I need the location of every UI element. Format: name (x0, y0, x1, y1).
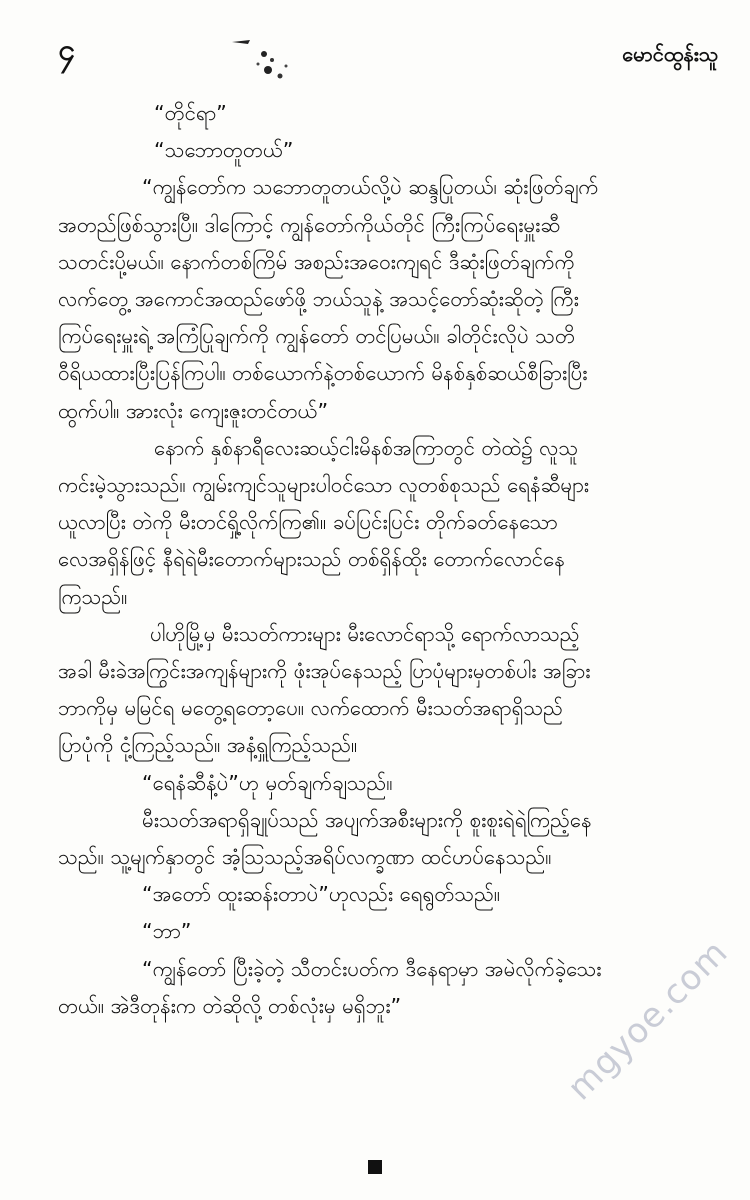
paragraph-line: အတည်ဖြစ်သွားပြီ။ ဒါကြောင့် ကျွန်တော်ကိုယ်တိုင် ကြီးကြပ်ရေးမှူးဆီ (58, 212, 561, 237)
paragraph-line: လေအရှိန်ဖြင့် နီရဲရဲမီးတောက်များသည် တစ်ရှိန်ထိုး တောက်လောင်နေ (58, 547, 565, 572)
paragraph-line: သတင်းပို့မယ်။ နောက်တစ်ကြိမ် အစည်းအဝေးကျရင် ဒီဆုံးဖြတ်ချက်ကို (58, 249, 575, 274)
dialogue-line: “တိုင်ရာ” (154, 101, 227, 125)
paragraph-line: ယူလာပြီး တဲကို မီးတင်ရှို့လိုက်ကြ၏။ ခပ်ပြင်းပြင်း တိုက်ခတ်နေသော (58, 510, 558, 535)
paragraph-line: ကြပ်ရေးမှူးရဲ့ အကြံပြုချက်ကို ကျွန်တော် တင်ပြမယ်။ ခါတိုင်းလိုပဲ သတိ (58, 324, 575, 349)
paragraph-line: နောက် နှစ်နာရီလေးဆယ့်ငါးမိနစ်အကြာတွင် တဲထဲ၌ လူသူ (154, 435, 579, 460)
paragraph-line: “ကျွန်တော်က သဘောတူတယ်လို့ပဲ ဆန္ဒပြုတယ်၊ ဆုံးဖြတ်ချက် (142, 175, 599, 200)
dialogue-line: “ရေနံဆီနံ့ပဲ”ဟု မှတ်ချက်ချသည်။ (142, 770, 393, 795)
paragraph-line: သည်။ သူ့မျက်နှာတွင် အံ့သြသည့်အရိပ်လက္ခဏာ ထင်ဟပ်နေသည်။ (58, 845, 552, 870)
paragraph-line: ပြာပုံကို ငုံ့ကြည့်သည်။ အနံ့ရှူကြည့်သည်။ (58, 733, 358, 758)
dialogue-line: “အတော် ထူးဆန်းတာပဲ”ဟုလည်း ရေရွတ်သည်။ (142, 882, 501, 907)
end-marker-icon (368, 1160, 382, 1174)
paragraph-line: ဘာကိုမှ မမြင်ရ မတွေ့ရတော့ပေ။ လက်ထောက် မီးသတ်အရာရှိသည် (58, 696, 563, 721)
paragraph-line: ကြသည်။ (58, 584, 128, 609)
watermark: mgyoe.com (560, 932, 737, 1109)
paragraph-line: အခါ မီးခဲအကြွင်းအကျန်များကို ဖုံးအုပ်နေသည့် ပြာပုံများမှတစ်ပါး အခြား (58, 659, 591, 684)
ink-smudge-icon (228, 36, 298, 86)
paragraph-line: မီးသတ်အရာရှိချုပ်သည် အပျက်အစီးများကို စူးစူးရဲရဲကြည့်နေ (142, 807, 592, 832)
paragraph-line: ပါဟိုမြို့မှ မီးသတ်ကားများ မီးလောင်ရာသို့ ရောက်လာသည့် (150, 621, 580, 646)
paragraph-line: ထွက်ပါ။ အားလုံး ကျေးဇူးတင်တယ်” (58, 398, 329, 423)
page-body (58, 95, 726, 1025)
page-number: ၄ (58, 33, 75, 68)
paragraph-line: တယ်။ အဲဒီတုန်းက တဲဆိုလို့ တစ်လုံးမှ မရှိဘူး” (58, 993, 402, 1018)
paragraph-line: လက်တွေ့ အကောင်အထည်ဖော်ဖို့ ဘယ်သူနဲ့ အသင့်တော်ဆုံးဆိုတဲ့ ကြီး (58, 287, 579, 312)
dialogue-line: “ကျွန်တော် ပြီးခဲ့တဲ့ သီတင်းပတ်က ဒီနေရာမှာ အမဲလိုက်ခဲ့သေး (142, 956, 602, 981)
book-title: မောင်ထွန်းသူ (622, 42, 718, 66)
dialogue-line: “ဘာ” (142, 919, 192, 944)
paragraph-line: ကင်းမဲ့သွားသည်။ ကျွမ်းကျင်သူများပါဝင်သော လူတစ်စုသည် ရေနံဆီများ (58, 473, 589, 498)
dialogue-line: “သဘောတူတယ်” (154, 138, 294, 163)
paragraph-line: ဝီရိယထားပြီးပြန်ကြပါ။ တစ်ယောက်နဲ့တစ်ယောက် မိနစ်နှစ်ဆယ်စီခြားပြီး (58, 361, 588, 386)
